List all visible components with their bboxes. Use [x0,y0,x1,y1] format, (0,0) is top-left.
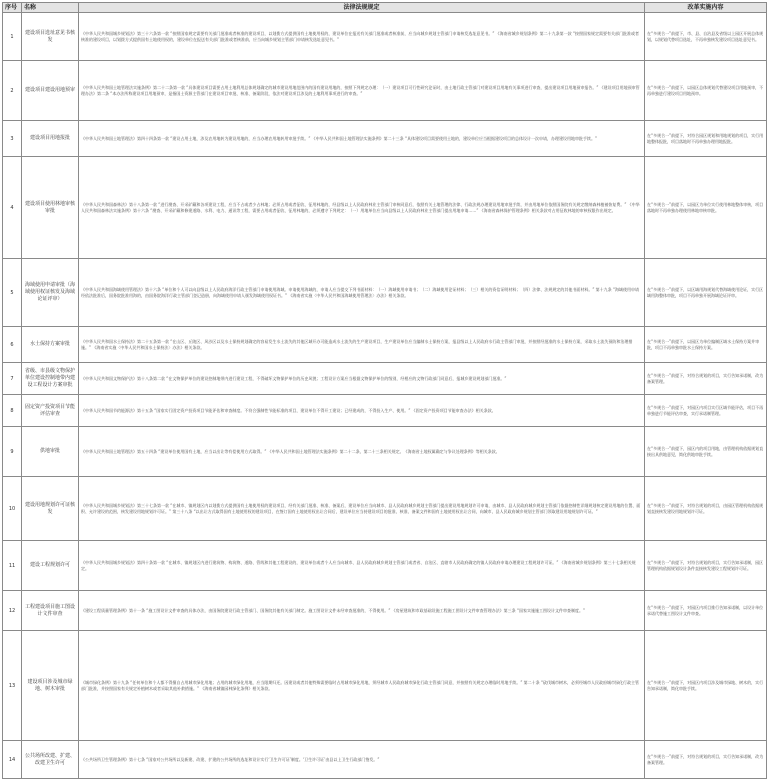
row-name: 建设项目使用林地审核审批 [22,157,79,259]
table-row [3,13,767,61]
table-row [3,327,767,363]
table-row [3,477,767,541]
row-content: 在“多规合一”前提下，园区内的项目用地，由管理机构依据规划直接出具供地意见，简化供地审批手续。 [645,427,767,477]
row-basis: 《城市绿化条例》第十九条 “任何单位和个人都不得擅自占用城市绿化用地；占用的城市绿化用地，应当限期归还。因建设或者其他特殊需要临时占用城市绿化用地，须经城市人民政府城市绿化行政主管部门同意，并按照有关规定办理临时用地手续。” 第二十条 “砍伐城市树木，必须经城市人民政府城市绿化行政主管部门批准，并按照国家有关规定补植树木或者采取其他补救措施。” 《海南省城镇园林绿化条例》相关条款。 [79,631,645,741]
table-row [3,541,767,591]
row-seq: 11 [3,541,22,591]
header-basis: 法律法规规定 [79,3,645,13]
row-basis: 《中华人民共和国土地管理法》第五十四条 “建设单位使用国有土地，应当以出让等有偿使用方式取得。” 《中华人民共和国土地管理法实施条例》第二十二条、第二十三条相关规定。《海南省土地权属确定与争议处理条例》等相关条款。 [79,427,645,477]
row-basis: 《中华人民共和国土地管理法实施条例》第二十二条第一款 “具体建设项目需要占用土地利用总体规划确定的城市建设用地范围内的国有建设用地的，按照下列规定办理：（一）建设项目可行性研究论证时，由土地行政主管部门对建设项目用地有关事项进行审查，提出建设项目用地预审报告。” 《建设项目用地预审管理办法》第二条 “本办法所称建设项目用地预审，是指国土资源主管部门在建设项目审批、核准、备案阶段，依法对建设项目涉及的土地利用事项进行的审查。” [79,61,645,121]
row-name: 建设用地规划许可证核发 [22,477,79,541]
table-row [3,741,767,779]
row-name: 建设项目涉及城市绿地、树木审批 [22,631,79,741]
table-row [3,157,767,259]
row-name: 建设项目建设用地预审 [22,61,79,121]
row-content: 在“多规合一”前提下，以园区为单位实行使用林地整体审核，项目落地时不再单独办理使用林地审核审批。 [645,157,767,259]
row-basis: 《建设工程质量管理条例》第十一条 “施工图设计文件审查的具体办法，由国务院建设行政主管部门、国务院其他有关部门制定。施工图设计文件未经审查批准的，不得使用。” 《房屋建筑和市政基础设施工程施工图设计文件审查管理办法》第三条 “国家实施施工图设计文件审查制度。” [79,591,645,631]
table-header-row [3,3,767,13]
row-content: 在“多规合一”前提下，对符合规划的项目，实行告知承诺制，园区管理机构依据规划设计条件直接核发建设工程规划许可证。 [645,541,767,591]
row-seq: 9 [3,427,22,477]
table-row [3,631,767,741]
row-name: 工程建设项目施工图设计文件审查 [22,591,79,631]
header-name: 名称 [22,3,79,13]
row-name: 海域使用申请审批（海域使用权证核发及海域论证评审） [22,259,79,327]
row-name: 公共场所改建、扩建、改建卫生许可 [22,741,79,779]
row-basis: 《中华人民共和国文物保护法》第十八条第二款 “在文物保护单位的建设控制地带内进行建设工程，不得破坏文物保护单位的历史风貌；工程设计方案应当根据文物保护单位的级别，经相应的文物行政部门同意后，报城乡建设规划部门批准。” [79,363,645,395]
row-name: 建设工程规划许可 [22,541,79,591]
row-content: 在“多规合一”前提下，对园区内项目推行告知承诺制，以设计单位承诺代替施工图设计文件审查。 [645,591,767,631]
row-seq: 2 [3,61,22,121]
row-content: 在“多规合一”前提下，对园区内项目实行区域节能评估，项目不再单独进行节能评估审查，实行承诺制管理。 [645,395,767,427]
row-name: 水土保持方案审批 [22,327,79,363]
row-seq: 3 [3,121,22,157]
row-name: 省级、市县级文物保护单位建设控制地带内建设工程设计方案审批 [22,363,79,395]
table-row [3,591,767,631]
table-row [3,395,767,427]
row-content: 在“多规合一”前提下，对符合规划的项目，实行告知承诺制，改为备案管理。 [645,741,767,779]
row-seq: 13 [3,631,22,741]
row-content: 在“多规合一”前提下，对符合规划的项目，实行告知承诺制，改为备案管理。 [645,363,767,395]
row-seq: 14 [3,741,22,779]
row-seq: 4 [3,157,22,259]
row-content: 在“多规合一”前提下，以区域用海规划代替海域使用论证，实行区域用海整体审批，项目不再单独开展海域论证评审。 [645,259,767,327]
header-seq: 序号 [3,3,22,13]
row-seq: 6 [3,327,22,363]
table-row [3,259,767,327]
row-seq: 12 [3,591,22,631]
row-seq: 10 [3,477,22,541]
row-seq: 1 [3,13,22,61]
row-basis: 《中华人民共和国森林法》第十八条第一款 “进行勘查、开采矿藏和各项建设工程，应当不占或者少占林地；必须占用或者征收、征用林地的，经县级以上人民政府林业主管部门审核同意后，依照有关土地管理的法律、行政法规办理建设用地审批手续，并由用地单位依照国务院有关规定缴纳森林植被恢复费。” 《中华人民共和国森林法实施条例》第十六条 “勘查、开采矿藏和修建道路、水利、电力、通讯等工程，需要占用或者征收、征用林地的，必须遵守下列规定：（一）用地单位应当向县级以上人民政府林业主管部门提出用地申请……” 《海南省森林保护管理条例》相关条款对占用征收林地的审核权限作出规定。 [79,157,645,259]
reform-table [2,2,767,779]
row-basis: 《中华人民共和国海域使用管理法》第十六条 “单位和个人可以向县级以上人民政府海洋行政主管部门申请使用海域。申请使用海域的，申请人应当提交下列书面材料：（一）海域使用申请书；（二）海域使用论证材料；（三）相关的资信证明材料；（四）法律、法规规定的其他书面材料。” 第十九条 “海域使用申请经依法批准后，国务院批准用海的，由国务院海洋行政主管部门登记造册，向海域使用申请人颁发海域使用权证书。” 《海南省实施〈中华人民共和国海域使用管理法〉办法》相关条款。 [79,259,645,327]
row-content: 在“多规合一”前提下，对符合规划的项目，由园区管理机构依据规划直接核发建设用地规划许可证。 [645,477,767,541]
row-basis: 《中华人民共和国城乡规划法》第四十条第一款 “在城市、镇规划区内进行建筑物、构筑物、道路、管线和其他工程建设的，建设单位或者个人应当向城市、县人民政府城乡规划主管部门或者省、自治区、直辖市人民政府确定的镇人民政府申请办理建设工程规划许可证。” 《海南省城乡规划条例》第三十七条相关规定。 [79,541,645,591]
row-name: 建设项目用地报批 [22,121,79,157]
row-content: 在“多规合一”前提下，对符合园区规划和用地规划的项目，实行用地整体报批，项目落地时不再单独办理用地报批。 [645,121,767,157]
row-name: 固定资产投资项目节能评估审查 [22,395,79,427]
row-basis: 《中华人民共和国节约能源法》第十五条 “国家实行固定资产投资项目节能评估和审查制度。不符合强制性节能标准的项目，建设单位不得开工建设；已经建成的，不得投入生产、使用。” 《固定资产投资项目节能审查办法》相关条款。 [79,395,645,427]
row-content: 在“多规合一”前提下，以园区为单位编制区域水土保持方案并审批，项目不再单独审批水土保持方案。 [645,327,767,363]
table-row [3,427,767,477]
row-basis: 《中华人民共和国水土保持法》第二十五条第一款 “在山区、丘陵区、风沙区以及水土保持规划确定的容易发生水土流失的其他区域开办可能造成水土流失的生产建设项目，生产建设单位应当编制水土保持方案，报县级以上人民政府水行政主管部门审批，并按照经批准的水土保持方案，采取水土流失预防和治理措施。” 《海南省实施〈中华人民共和国水土保持法〉办法》相关条款。 [79,327,645,363]
row-name: 供地审批 [22,427,79,477]
table-row [3,363,767,395]
row-seq: 7 [3,363,22,395]
row-basis: 《中华人民共和国城乡规划法》第三十六条第一款 “按照国家规定需要有关部门批准或者核准的建设项目，以划拨方式提供国有土地使用权的，建设单位在报送有关部门批准或者核准前，应当向城乡规划主管部门申请核发选址意见书。” 《海南省城乡规划条例》第二十九条第一款 “按照国家规定需要有关部门批准或者核准的建设项目，以划拨方式提供国有土地使用权的，建设单位在报送有关部门批准或者核准前，应当向城乡规划主管部门申请核发选址意见书。” [79,13,645,61]
row-name: 建设项目选址意见书核发 [22,13,79,61]
header-content: 改革实施内容 [645,3,767,13]
row-basis: 《中华人民共和国土地管理法》第四十四条第一款 “建设占用土地，涉及农用地转为建设用地的，应当办理农用地转用审批手续。” 《中华人民共和国土地管理法实施条例》第二十三条 “具体建设项目需要使用土地的，建设单位应当根据建设项目的总体设计一次申请，办理建设用地审批手续。” [79,121,645,157]
table-row [3,61,767,121]
row-basis: 《公共场所卫生管理条例》第十七条 “国家对公共场所以及新建、改建、扩建的公共场所的选址和设计实行‘卫生许可证’制度。‘卫生许可证’由县以上卫生行政部门签发。” [79,741,645,779]
document-page [2,2,766,779]
row-content: 在“多规合一”前提下，对园区内项目涉及城市绿地、树木的，实行告知承诺制，简化审批手续。 [645,631,767,741]
table-row [3,121,767,157]
row-seq: 8 [3,395,22,427]
row-basis: 《中华人民共和国城乡规划法》第三十七条第一款 “在城市、镇规划区内以划拨方式提供国有土地使用权的建设项目，经有关部门批准、核准、备案后，建设单位应当向城市、县人民政府城乡规划主管部门提出建设用地规划许可申请，由城市、县人民政府城乡规划主管部门依据控制性详细规划核定建设用地的位置、面积、允许建设的范围，核发建设用地规划许可证。” 第三十八条 “以出让方式取得国有土地使用权的建设项目，在签订国有土地使用权出让合同后，建设单位应当持建设项目的批准、核准、备案文件和国有土地使用权出让合同，向城市、县人民政府城乡规划主管部门领取建设用地规划许可证。” [79,477,645,541]
row-content: 在“多规合一”前提下，以园区总体规划代替建设项目用地预审，不再单独进行建设项目用地预审。 [645,61,767,121]
row-content: 在“多规合一”前提下，市、县、自治县及省级以上园区开展总体规划，以规划代替项目选址，不再单独核发建设项目选址意见书。 [645,13,767,61]
row-seq: 5 [3,259,22,327]
